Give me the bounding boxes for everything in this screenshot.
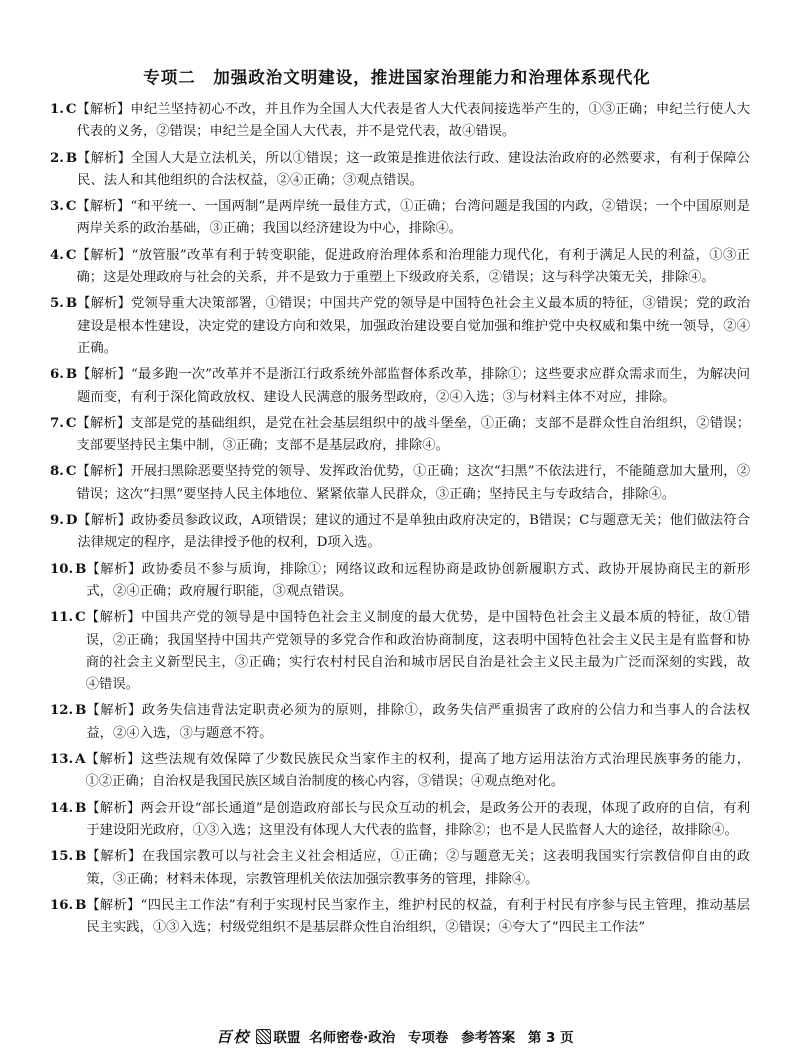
answer-item (50, 364, 750, 409)
explanation (77, 293, 750, 360)
answer-key-label: 参考答案 (461, 1030, 516, 1046)
analysis-tag: 【解析】 (86, 849, 142, 865)
answer-item (50, 798, 750, 843)
explanation-text: “最多跑一次”改革并不是浙江行政系统外部监督体系改革，排除①；这些要求应群众需求而生，为解决问题而变，有利于深化简政放权、建设人民满意的服务型政府，②④入选；③与材料主体不对应，排除。 (77, 367, 750, 405)
analysis-tag: 【解析】 (76, 415, 131, 431)
answer-choice: D (65, 513, 78, 529)
question-number: 12. B (50, 703, 87, 719)
answer-choice: B (75, 703, 87, 719)
answer-item (50, 607, 750, 696)
question-number: 10. B (50, 561, 87, 577)
explanation (76, 196, 750, 241)
question-number: 15. B (50, 849, 87, 865)
answer-item (50, 846, 750, 891)
page-number: 第 3 页 (527, 1030, 574, 1046)
explanation-text: 这些法规有效保障了少数民族民众当家作主的权利，提高了地方运用法治方式治理民族事务的能力，①②正确；自治权是我国民族区域自治制度的核心内容，③错误；④观点绝对化。 (85, 752, 751, 790)
analysis-tag: 【解析】 (77, 513, 131, 529)
answer-item (50, 510, 750, 555)
analysis-tag: 【解析】 (76, 247, 132, 263)
question-number: 11. C (50, 610, 86, 626)
explanation-text: 政协委员参政议政，A项错误；建议的通过不是单独由政府决定的，B错误；C与题意无关；他们做法符合法律规定的程序，是法律授予他的权利，D项入选。 (77, 513, 750, 551)
explanation (76, 461, 750, 506)
answer-choice: B (75, 849, 87, 865)
question-number: 6. B (50, 367, 78, 383)
explanation (76, 413, 750, 458)
answer-item (50, 99, 750, 144)
book-title: 名师密卷·政治 (309, 1030, 396, 1046)
analysis-tag: 【解析】 (86, 703, 142, 719)
explanation-text: 支部是党的基础组织，是党在社会基层组织中的战斗堡垒，①正确；支部不是群众性自治组织，②错误；支部要坚持民主集中制，③正确；支部不是基层政府，排除④。 (76, 415, 751, 454)
alliance-label: 联盟 (273, 1030, 301, 1046)
explanation (86, 607, 750, 696)
analysis-tag: 【解析】 (77, 150, 131, 166)
analysis-tag: 【解析】 (86, 561, 142, 577)
question-number: 4. C (50, 247, 77, 263)
answer-item (50, 461, 750, 506)
explanation (77, 364, 750, 409)
question-number: 13. A (50, 752, 86, 768)
answer-item (50, 559, 750, 604)
explanation-text: 两会开设“部长通道”是创造政府部长与民众互动的机会，是政务公开的表现，体现了政府的自信，有利于建设阳光政府，①③入选；这里没有体现人大代表的监督，排除②；也不是人民监督人大的途径，故排除④。 (86, 800, 750, 838)
explanation (77, 148, 750, 193)
explanation-text: 在我国宗教可以与社会主义社会相适应，①正确；②与题意无关；这表明我国实行宗教信仰自由的政策，③正确；材料未体现，宗教管理机关依法加强宗教事务的管理，排除④。 (86, 849, 751, 887)
answer-item (50, 148, 750, 193)
analysis-tag: 【解析】 (76, 199, 131, 215)
answer-choice: C (65, 102, 77, 117)
explanation-text: 党领导重大决策部署，①错误；中国共产党的领导是中国特色社会主义最本质的特征，③错误；党的政治建设是根本性建设，决定党的建设方向和效果，加强政治建设要自觉加强和维护党中央权威和集中统一领导，②④正确。 (77, 296, 751, 356)
answer-item (50, 293, 750, 360)
question-number: 7. C (50, 415, 77, 431)
page-footer (0, 1026, 794, 1047)
explanation (86, 895, 750, 940)
question-number: 16. B (50, 897, 87, 913)
answer-choice: B (65, 296, 78, 312)
explanation-text: “四民主工作法”有利于实现村民当家作主，维护村民的权益，有利于村民有序参与民主管理，推动基层民主实践，①③入选；村级党组织不是基层群众性自治组织，②错误；④夸大了“四民主工作法” (86, 897, 750, 936)
question-number: 9. D (50, 513, 78, 529)
explanation (86, 700, 750, 745)
publisher-brand: 百校 (216, 1028, 251, 1046)
analysis-tag: 【解析】 (86, 897, 141, 913)
answer-item (50, 700, 750, 745)
analysis-tag: 【解析】 (86, 800, 141, 816)
analysis-tag: 【解析】 (76, 464, 131, 480)
answer-choice: B (75, 561, 87, 577)
question-number: 2. B (50, 150, 78, 166)
explanation-text: 申纪兰坚持初心不改，并且作为全国人大代表是省人大代表间接选举产生的，①③正确；申纪兰行使人大代表的义务，②错误；申纪兰是全国人大代表，并不是党代表，故④错误。 (76, 102, 751, 140)
analysis-tag: 【解析】 (77, 367, 131, 383)
explanation-text: “和平统一、一国两制”是两岸统一最佳方式，①正确；台湾问题是我国的内政，②错误；一个中国原则是两岸关系的政治基础，③正确；我国以经济建设为中心，排除④。 (76, 199, 750, 237)
explanation (86, 559, 750, 604)
answer-choice: C (65, 464, 77, 480)
section-label: 专项卷 (407, 1030, 449, 1046)
analysis-tag: 【解析】 (76, 102, 131, 117)
answer-item (50, 895, 750, 940)
answer-choice: B (75, 800, 87, 816)
answer-choice: C (65, 199, 77, 215)
explanation-text: 政协委员不参与质询，排除①；网络议政和远程协商是政协创新履职方式、政协开展协商民主的新形式，②④正确；政府履行职能，③观点错误。 (86, 561, 751, 599)
answer-choice: B (65, 367, 78, 383)
answer-choice: C (75, 610, 86, 626)
analysis-tag: 【解析】 (85, 752, 141, 768)
answer-item (50, 749, 750, 794)
question-number: 8. C (50, 464, 77, 480)
explanation-text: 政务失信违背法定职责必须为的原则，排除①，政务失信严重损害了政府的公信力和当事人的合法权益，②④入选，③与题意不符。 (86, 703, 751, 741)
question-number: 5. B (50, 296, 78, 312)
explanation (76, 99, 750, 144)
answer-list (50, 99, 750, 943)
answer-choice: B (75, 897, 87, 913)
publisher-logo-icon (256, 1029, 271, 1044)
analysis-tag: 【解析】 (85, 610, 142, 626)
explanation (76, 245, 750, 290)
section-title: 专项二 加强政治文明建设，推进国家治理能力和治理体系现代化 (143, 68, 651, 87)
answer-choice: B (65, 150, 78, 166)
explanation-text: 开展扫黑除恶要坚持党的领导、发挥政治优势，①正确；这次“扫黑”不依法进行，不能随意加大量刑，②错误；这次“扫黑”要坚持人民主体地位、紧紧依靠人民群众，③正确；坚持民主与专政结合，排除④。 (76, 464, 750, 502)
question-number: 14. B (50, 800, 87, 816)
answer-choice: A (75, 752, 86, 768)
answer-item (50, 196, 750, 241)
explanation (77, 510, 750, 555)
answer-item (50, 245, 750, 290)
question-number: 3. C (50, 199, 77, 215)
explanation-text: “放管服”改革有利于转变职能，促进政府治理体系和治理能力现代化，有利于满足人民的利益，①③正确；这是处理政府与社会的关系，并不是致力于重塑上下级政府关系，②错误；这与科学决策无关，排除④。 (76, 247, 750, 286)
question-number: 1. C (50, 102, 77, 117)
explanation-text: 中国共产党的领导是中国特色社会主义制度的最大优势，是中国特色社会主义最本质的特征，故①错误，②正确；我国坚持中国共产党领导的多党合作和政治协商制度，这表明中国特色社会主义民主是有监督和协商的社会主义新型民主，③正确；实行农村村民自治和城市居民自治是社会主义民主最为广泛而深刻的实践，故④错误。 (85, 610, 751, 693)
explanation (86, 846, 750, 891)
explanation (85, 749, 750, 794)
explanation-text: 全国人大是立法机关，所以①错误；这一政策是推进依法行政、建设法治政府的必然要求，有利于保障公民、法人和其他组织的合法权益，②④正确；③观点错误。 (77, 150, 751, 188)
answer-choice: C (65, 247, 77, 263)
explanation (86, 798, 750, 843)
answer-item (50, 413, 750, 458)
answer-choice: C (65, 415, 77, 431)
analysis-tag: 【解析】 (77, 296, 131, 312)
